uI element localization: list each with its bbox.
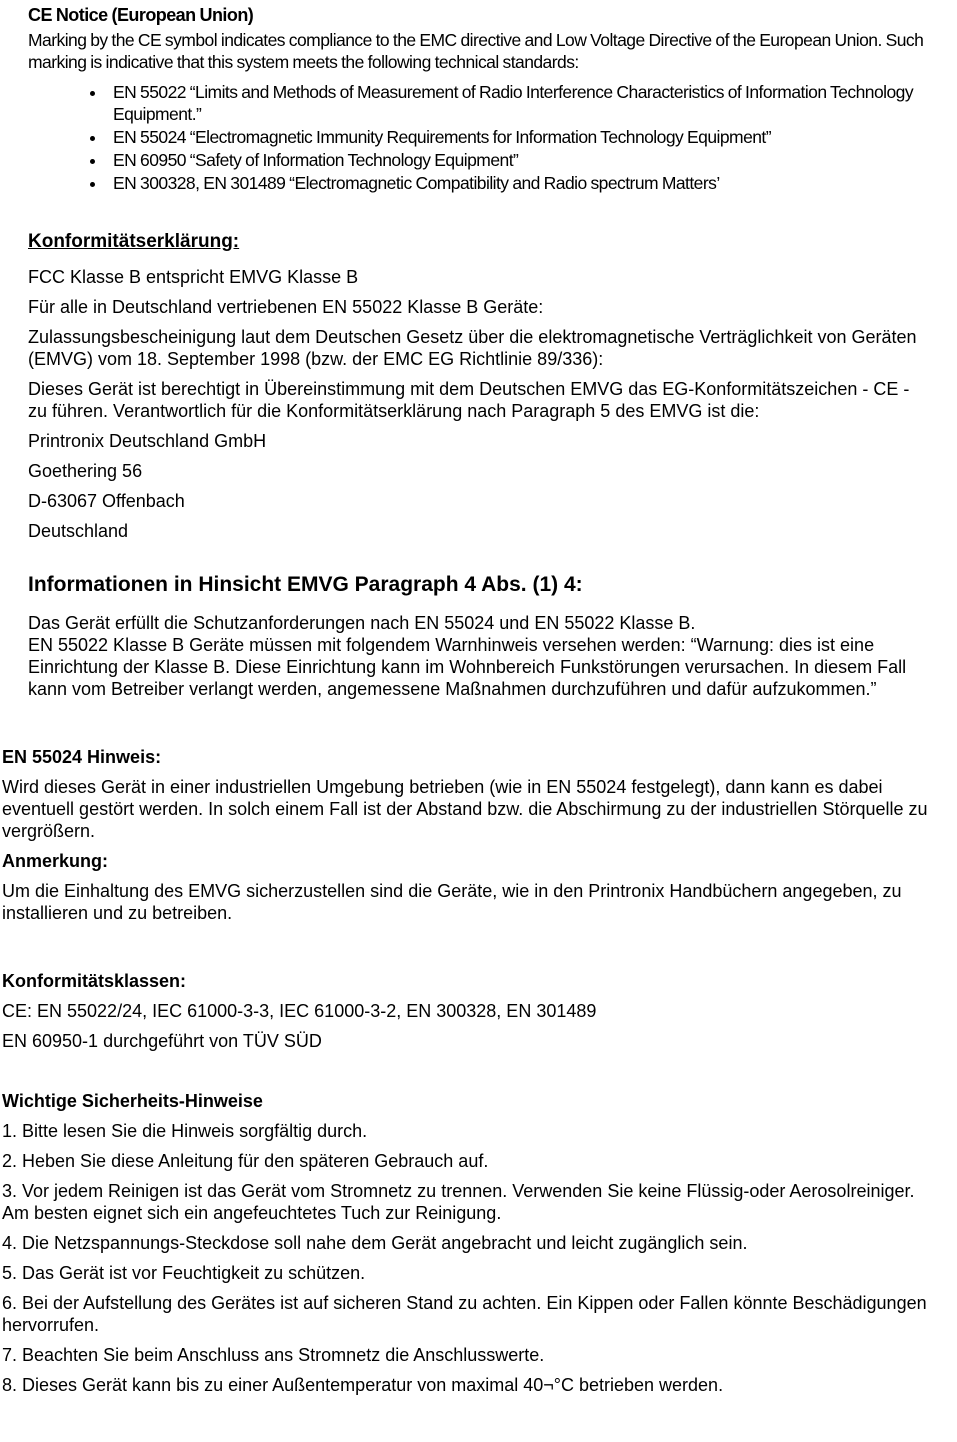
sicherheits-item: 8. Dieses Gerät kann bis zu einer Außentemperatur von maximal 40¬°C betrieben werden. — [2, 1375, 724, 1395]
sicherheits-item: 3. Vor jedem Reinigen ist das Gerät vom Stromnetz zu trennen. Verwenden Sie keine Flüssig-oder Aerosolreiniger. Am besten eignet sich ein angefeuchtetes Tuch zur Reinigung. — [2, 1181, 915, 1223]
klassen-line: EN 60950-1 durchgeführt von TÜV SÜD — [2, 1031, 322, 1051]
ce-notice-heading: CE Notice (European Union) — [28, 5, 254, 25]
sicherheits-item: 7. Beachten Sie beim Anschluss ans Stromnetz die Anschlusswerte. — [2, 1345, 545, 1365]
ce-bullet-item: • EN 55024 “Electromagnetic Immunity Requirements for Information Technology Equipment” — [107, 126, 931, 148]
emvg-info-line1: Das Gerät erfüllt die Schutzanforderungen nach EN 55024 und EN 55022 Klasse B. — [28, 613, 696, 633]
paragraph: Für alle in Deutschland vertriebenen EN 55022 Klasse B Geräte: — [28, 297, 544, 317]
anmerkung-body: Um die Einhaltung des EMVG sicherzustellen sind die Geräte, wie in den Printronix Handbüchern angegeben, zu installieren und zu betreiben. — [2, 881, 902, 923]
sicherheits-item: 1. Bitte lesen Sie die Hinweis sorgfältig durch. — [2, 1121, 368, 1141]
address-city: D-63067 Offenbach — [28, 491, 185, 511]
ce-notice-bullet-list — [28, 81, 931, 194]
ce-bullet-item: • EN 60950 “Safety of Information Technology Equipment” — [107, 149, 931, 171]
klassen-line: CE: EN 55022/24, IEC 61000-3-3, IEC 61000-3-2, EN 300328, EN 301489 — [2, 1001, 597, 1021]
address-country: Deutschland — [28, 521, 129, 541]
emvg-info-heading: Informationen in Hinsicht EMVG Paragraph 4 Abs. (1) 4: — [28, 573, 583, 596]
konformitaetserklaerung-heading: Konformitätserklärung: — [28, 231, 240, 252]
ce-bullet-item: • EN 300328, EN 301489 “Electromagnetic Compatibility and Radio spectrum Matters’ — [107, 172, 931, 194]
sicherheitshinweise-heading: Wichtige Sicherheits-Hinweise — [2, 1091, 263, 1111]
sicherheits-item: 5. Das Gerät ist vor Feuchtigkeit zu schützen. — [2, 1263, 366, 1283]
paragraph: Zulassungsbescheinigung laut dem Deutschen Gesetz über die elektromagnetische Verträglichkeit von Geräten (EMVG) vom 18. September 1998 (bzw. der EMC EG Richtlinie 89/336): — [28, 327, 917, 369]
anmerkung-heading: Anmerkung: — [2, 851, 109, 871]
sicherheits-item: 6. Bei der Aufstellung des Gerätes ist auf sicheren Stand zu achten. Ein Kippen oder Fallen könnte Beschädigungen hervorrufen. — [2, 1293, 927, 1335]
section-konformitaetserklaerung — [28, 230, 931, 542]
section-ce-notice — [28, 4, 931, 194]
en55024-heading: EN 55024 Hinweis: — [2, 747, 162, 767]
ce-notice-intro: Marking by the CE symbol indicates compliance to the EMC directive and Low Voltage Directive of the European Union. Such marking is indicative that this system meets the following technical standards: — [28, 30, 924, 72]
sicherheits-item: 2. Heben Sie diese Anleitung für den späteren Gebrauch auf. — [2, 1151, 489, 1171]
section-sicherheitshinweise — [2, 1090, 943, 1396]
paragraph: FCC Klasse B entspricht EMVG Klasse B — [28, 267, 359, 287]
section-en55024-hinweis — [2, 746, 943, 924]
emvg-info-body: EN 55022 Klasse B Geräte müssen mit folgendem Warnhinweis versehen werden: “Warnung: dies ist eine Einrichtung der Klasse B. Diese Einrichtung kann im Wohnbereich Funkstörungen verursachen. In diesem Fall kann vom Betreiber verlangt werden, angemessene Maßnahmen durchzuführen und dafür aufzukommen.” — [28, 635, 907, 699]
ce-bullet-item: • EN 55022 “Limits and Methods of Measurement of Radio Interference Characteristics of Information Technology Equipment.” — [107, 81, 931, 125]
address-street: Goethering 56 — [28, 461, 143, 481]
paragraph: Dieses Gerät ist berechtigt in Übereinstimmung mit dem Deutschen EMVG das EG-Konformitätszeichen - CE - zu führen. Verantwortlich für die Konformitätserklärung nach Paragraph 5 des EMVG ist die: — [28, 379, 910, 421]
konformitaetsklassen-heading: Konformitätsklassen: — [2, 971, 187, 991]
en55024-body: Wird dieses Gerät in einer industriellen Umgebung betrieben (wie in EN 55024 festgelegt), dann kann es dabei eventuell gestört werden. In solch einem Fall ist der Abstand bzw. die Abschirmung zu der industriellen Störquelle zu vergrößern. — [2, 777, 928, 841]
company-name: Printronix Deutschland GmbH — [28, 431, 267, 451]
section-konformitaetsklassen — [2, 970, 943, 1052]
sicherheits-item: 4. Die Netzspannungs-Steckdose soll nahe dem Gerät angebracht und leicht zugänglich sein. — [2, 1233, 748, 1253]
section-emvg-info — [28, 572, 931, 700]
